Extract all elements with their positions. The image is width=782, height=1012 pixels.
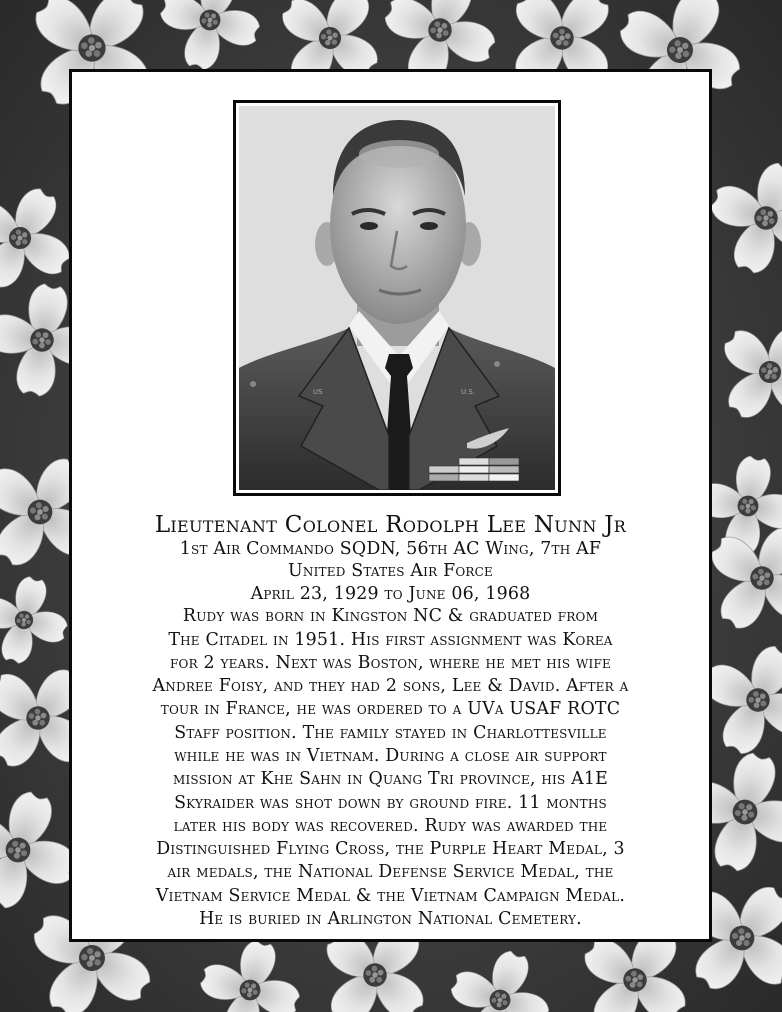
biography	[72, 605, 709, 931]
portrait-frame	[233, 100, 561, 496]
memorial-text	[72, 512, 709, 931]
bio-line: Staff position. The family stayed in Charlottesville	[174, 722, 607, 743]
bio-line: later his body was recovered. Rudy was awarded the	[173, 815, 608, 836]
bio-line: while he was in Vietnam. During a close air support	[174, 746, 607, 766]
bio-line: Andree Foisy, and they had 2 sons, Lee & David. After a	[152, 676, 629, 697]
bio-line: mission at Khe Sahn in Quang Tri province, his A1E	[172, 769, 609, 790]
bio-line: He is buried in Arlington National Cemetery.	[199, 909, 582, 930]
bio-line: tour in France, he was ordered to a UVa USAF ROTC	[160, 699, 621, 720]
bio-line: Vietnam Service Medal & the Vietnam Campaign Medal.	[155, 885, 626, 906]
bio-line: Skyraider was shot down by ground fire. 11 months	[174, 792, 607, 813]
unit-line: 1st Air Commando SQDN, 56th AC Wing, 7th AF	[179, 539, 602, 559]
memorial-card	[69, 69, 712, 942]
bio-line: The Citadel in 1951. His first assignment was Korea	[168, 629, 613, 650]
honoree-name: Lieutenant Colonel Rodolph Lee Nunn Jr	[154, 512, 627, 538]
bio-line: Rudy was born in Kingston NC & graduated from	[182, 606, 599, 627]
bio-line: Distinguished Flying Cross, the Purple Heart Medal, 3	[156, 839, 625, 860]
branch-line: United States Air Force	[288, 561, 493, 582]
bio-line: air medals, the National Defense Service Medal, the	[167, 862, 614, 883]
svg-text:U.S.: U.S.	[461, 388, 476, 396]
svg-text:US: US	[313, 388, 323, 396]
portrait-photo	[239, 106, 555, 490]
bio-line: for 2 years. Next was Boston, where he met his wife	[170, 652, 611, 673]
dates-line: April 23, 1929 to June 06, 1968	[250, 583, 531, 604]
